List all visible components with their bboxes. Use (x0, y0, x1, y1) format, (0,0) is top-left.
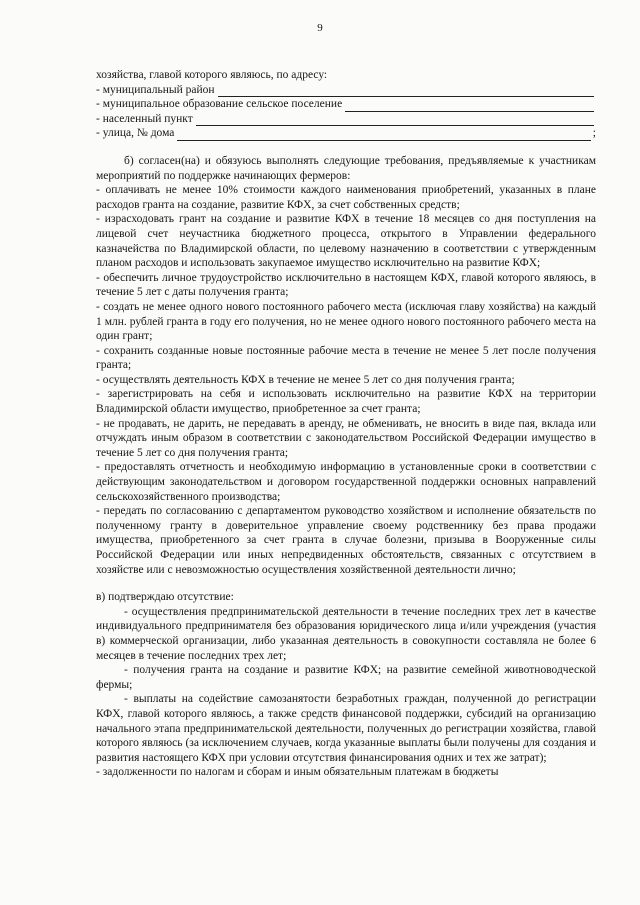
blank-line (177, 129, 590, 141)
list-item: - создать не менее одного нового постоянного рабочего места (исключая главу хозяйства) на каждый 1 млн. рублей гранта в году его получения, но не менее одного нового постоянного рабочего места на один грант; (96, 300, 596, 343)
list-item: - получения гранта на создание и развитие КФХ; на развитие семейной животноводческой фермы; (96, 664, 596, 691)
address-field-settlement[interactable] (96, 112, 596, 127)
list-item: - обеспечить личное трудоустройство исключительно в настоящем КФХ, главой которого являюсь, в течение 5 лет с даты получения гранта; (96, 271, 596, 299)
field-label: - муниципальный район (96, 83, 215, 96)
list-item: - оплачивать не менее 10% стоимости каждого наименования приобретений, указанных в плане расходов гранта на создание, развитие КФХ, за счет собственных средств; (96, 184, 596, 211)
address-block (96, 68, 596, 780)
address-intro: хозяйства, главой которого являюсь, по адресу: (96, 69, 328, 81)
blank-line (218, 85, 594, 97)
field-label: - муниципальное образование сельское поселение (96, 98, 343, 111)
blank-line (196, 114, 594, 126)
address-field-district[interactable] (96, 83, 596, 98)
list-item: - не продавать, не дарить, не передавать в аренду, не обменивать, не вносить в виде пая, вклада или отчуждать иным образом в соответствии с законодательством Российской Федерации имущество в течение 5 лет со дня получения гранта; (96, 417, 596, 459)
section-c-intro: в) подтверждаю отсутствие: (96, 591, 234, 604)
list-item: - предоставлять отчетность и необходимую информацию в установленные сроки в соответствии с действующим законодательством и договором государственной поддержки основных направлений сельскохозяйственного производства; (96, 461, 596, 503)
field-label: - населенный пункт (96, 112, 193, 125)
blank-line (345, 100, 594, 112)
list-item: - выплаты на содействие самозанятости безработных граждан, полученной до регистрации КФХ, главой которого являюсь, а также средств финансовой поддержки, субсидий на организацию начального этапа предпринимательской деятельности, полученных до регистрации хозяйства, главой которого являюсь (за исключением случаев, когда указанные выплаты были получены для создания и развития настоящего КФХ при условии отсутствия финансирования одних и тех же затрат); (96, 693, 596, 764)
section-b-intro: б) согласен(на) и обязуюсь выполнять следующие требования, предъявляемые к участникам мероприятий по поддержке начинающих фермеров: (96, 154, 596, 182)
list-item: - передать по согласованию с департаментом руководство хозяйством и исполнение обязательств по полученному гранту в доверительное управление своему родственнику без права продажи имущества, приобретенного за счет гранта в случае болезни, призыва в Вооруженные силы Российской Федерации или иных непредвиденных обстоятельств, связанных с отсутствием в хозяйстве или с невозможностью осуществления хозяйственной деятельности лично; (96, 505, 596, 576)
page-number: 9 (317, 22, 323, 34)
field-tail: ; (592, 127, 596, 140)
list-item: - задолженности по налогам и сборам и иным обязательным платежам в бюджеты (96, 766, 499, 779)
list-item: - сохранить созданные новые постоянные рабочие места в течение не менее 5 лет после получения гранта; (96, 344, 596, 372)
address-field-municipality[interactable] (96, 97, 596, 112)
list-item: - израсходовать грант на создание и развитие КФХ в течение 18 месяцев со дня поступления на лицевой счет неучастника бюджетного процесса, открытого в Управлении федерального казначейства по Владимирской области, по целевому назначению в соответствии с утвержденным планом расходов и использовать закупаемое имущество исключительно на развитие КФХ; (96, 213, 596, 270)
list-item: - осуществления предпринимательской деятельности в течение последних трех лет в качестве индивидуального предпринимателя без образования юридического лица и/или учреждения (участия в) коммерческой организации, либо указанная деятельность в совокупности составляла не более 6 месяцев в течение последних трех лет; (96, 605, 596, 662)
address-field-street[interactable] (96, 126, 596, 141)
field-label: - улица, № дома (96, 127, 175, 140)
list-item: - зарегистрировать на себя и использовать исключительно на развитие КФХ на территории Владимирской области имущество, приобретенное за счет гранта; (96, 388, 596, 416)
list-item: - осуществлять деятельность КФХ в течение не менее 5 лет со дня получения гранта; (96, 373, 515, 386)
